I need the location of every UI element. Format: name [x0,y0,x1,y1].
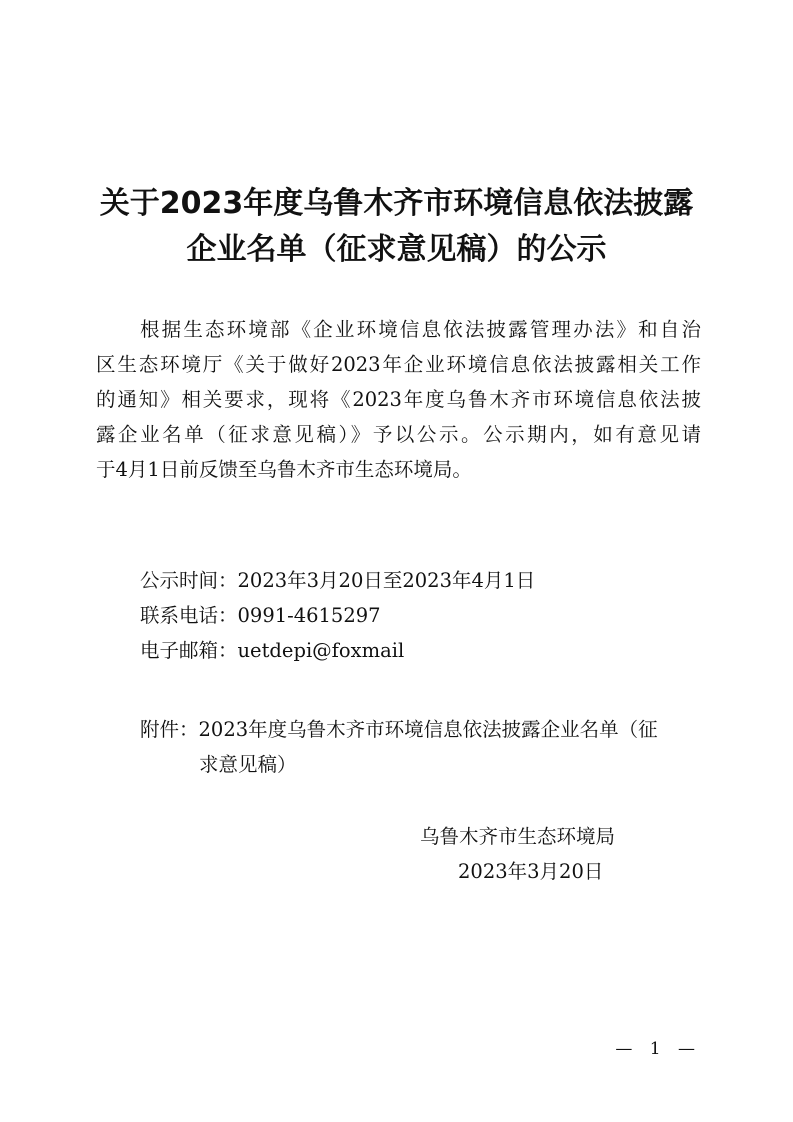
contact-email: 电子邮箱：uetdepi@foxmail [140,639,405,662]
contact-phone: 联系电话：0991-4615297 [140,604,381,627]
attachment-line-1: 附件：2023年度乌鲁木齐市环境信息依法披露企业名单（征 [140,718,658,741]
title-line-2: 企业名单（征求意见稿）的公示 [186,232,607,267]
issuing-organization: 乌鲁木齐市生态环境局 [420,825,616,848]
page-number: — 1 — [615,1039,701,1059]
attachment-line-2: 求意见稿） [199,753,297,776]
body-line-2: 区生态环境厅《关于做好2023年企业环境信息依法披露相关工作 [96,353,701,376]
body-line-4: 露企业名单（征求意见稿）》予以公示。公示期内，如有意见请 [96,423,701,446]
body-line-1: 根据生态环境部《企业环境信息依法披露管理办法》和自治 [140,318,701,341]
body-line-5: 于4月1日前反馈至乌鲁木齐市生态环境局。 [96,458,472,481]
issue-date: 2023年3月20日 [458,860,604,883]
body-line-3: 的通知》相关要求，现将《2023年度乌鲁木齐市环境信息依法披 [96,388,701,411]
publicity-period: 公示时间：2023年3月20日至2023年4月1日 [140,569,536,592]
title-line-1: 关于2023年度乌鲁木齐市环境信息依法披露 [99,186,694,221]
